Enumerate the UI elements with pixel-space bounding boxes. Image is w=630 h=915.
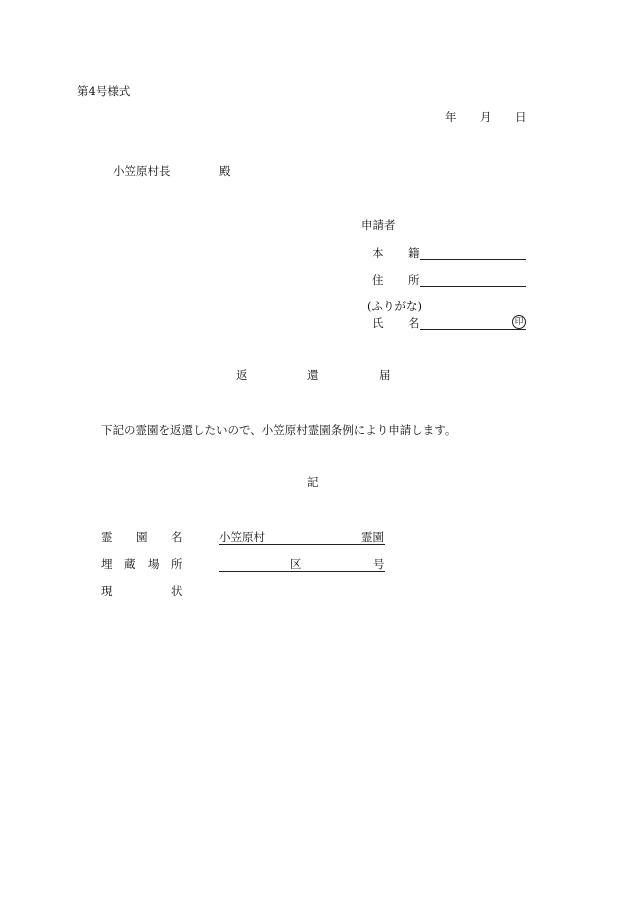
burial-location-label-char-1: 埋 [101,557,113,571]
title-char-1: 返 [236,368,248,382]
body-text: 下記の霊園を返還したいので、小笠原村霊園条例により申請します。 [101,423,457,437]
form-number: 第4号様式 [77,84,131,98]
name-label-char-2: 名 [408,316,420,330]
honseki-line [420,259,526,260]
cemetery-name-suffix: 霊園 [361,530,384,544]
status-label-char-1: 現 [101,584,113,598]
burial-location-label-char-3: 場 [148,557,160,571]
honseki-label-char-1: 本 [372,246,384,260]
honseki-label-char-2: 籍 [408,246,420,260]
cemetery-name-label-char-3: 名 [171,530,183,544]
burial-location-go: 号 [373,557,385,571]
cemetery-name-prefix: 小笠原村 [219,530,265,544]
date-day-label: 日 [515,110,527,124]
ki-heading: 記 [307,475,319,489]
cemetery-name-line [219,544,385,545]
burial-location-label-char-2: 蔵 [124,557,136,571]
date-month-label: 月 [480,110,492,124]
date-year-label: 年 [445,110,457,124]
burial-location-line [219,571,385,572]
addressee-name: 小笠原村長 [113,164,171,178]
furigana-label: (ふりがな) [367,299,422,313]
address-label-char-2: 所 [408,273,420,287]
status-label-char-2: 状 [171,584,183,598]
title-char-2: 還 [307,368,319,382]
addressee-honorific: 殿 [219,164,231,178]
address-line [420,286,526,287]
burial-location-ku: 区 [290,557,302,571]
name-line [420,329,526,330]
name-label-char-1: 氏 [372,316,384,330]
cemetery-name-label-char-1: 霊 [101,530,113,544]
seal-mark: 印 [512,315,526,329]
cemetery-name-label-char-2: 園 [136,530,148,544]
applicant-heading: 申請者 [361,218,396,232]
burial-location-label-char-4: 所 [171,557,183,571]
title-char-3: 届 [379,368,391,382]
address-label-char-1: 住 [372,273,384,287]
